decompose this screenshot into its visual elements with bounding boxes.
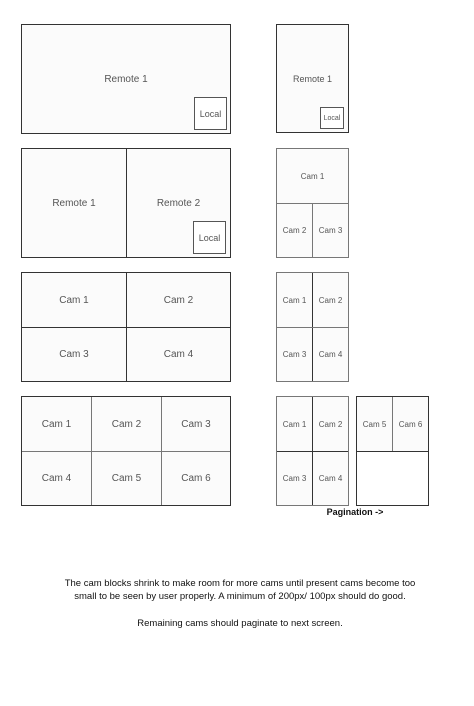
cam-tile: Cam 1: [277, 397, 312, 451]
cam-tile: Cam 3: [22, 328, 126, 381]
divider: [22, 327, 230, 328]
cam-tile: Cam 5: [92, 452, 161, 505]
mobile-page-1: [276, 396, 349, 506]
cam-tile: Cam 3: [277, 452, 312, 505]
mobile-one-remote: [276, 24, 349, 133]
local-video-tile: Local: [320, 107, 344, 129]
cam-tile: Cam 1: [22, 273, 126, 327]
mobile-page-2: [356, 396, 429, 506]
layout-two-remote: [21, 148, 231, 258]
local-video-tile: Local: [194, 97, 227, 130]
cam-tile: Cam 2: [277, 204, 312, 257]
local-video-tile: Local: [193, 221, 226, 254]
mobile-four-cam: [276, 272, 349, 382]
empty-slot: [357, 452, 428, 505]
note-line-3: Remaining cams should paginate to next screen.: [137, 618, 343, 629]
cam-tile: Cam 6: [162, 452, 230, 505]
cam-tile: Cam 3: [277, 328, 312, 381]
divider: [277, 327, 348, 328]
cam-tile: Cam 3: [162, 397, 230, 451]
remote-video-tile: Remote 2: [127, 149, 230, 257]
remote-video-tile: Remote 1: [277, 25, 348, 132]
divider: [277, 451, 348, 452]
remote-video-tile: Remote 1: [22, 25, 230, 133]
cam-tile: Cam 3: [313, 204, 348, 257]
layout-one-remote: [21, 24, 231, 134]
cam-tile: Cam 2: [92, 397, 161, 451]
remote-video-tile: Remote 1: [22, 149, 126, 257]
cam-tile: Cam 4: [313, 328, 348, 381]
cam-tile: Cam 4: [22, 452, 91, 505]
divider: [392, 397, 393, 451]
cam-tile: Cam 2: [313, 273, 348, 327]
note-line-1: The cam blocks shrink to make room for more cams until present cams become too: [64, 578, 416, 589]
note-line-2: small to be seen by user properly. A minimum of 200px/ 100px should do good.: [74, 591, 406, 602]
cam-tile: Cam 1: [277, 149, 348, 203]
pagination-label: Pagination ->: [326, 507, 384, 517]
cam-tile: Cam 1: [277, 273, 312, 327]
mobile-three-cam: [276, 148, 349, 258]
divider: [22, 451, 230, 452]
cam-tile: Cam 2: [127, 273, 230, 327]
cam-tile: Cam 5: [357, 397, 392, 451]
cam-tile: Cam 2: [313, 397, 348, 451]
cam-tile: Cam 6: [393, 397, 428, 451]
cam-tile: Cam 4: [313, 452, 348, 505]
layout-six-cam: [21, 396, 231, 506]
cam-tile: Cam 4: [127, 328, 230, 381]
layout-four-cam: [21, 272, 231, 382]
cam-tile: Cam 1: [22, 397, 91, 451]
